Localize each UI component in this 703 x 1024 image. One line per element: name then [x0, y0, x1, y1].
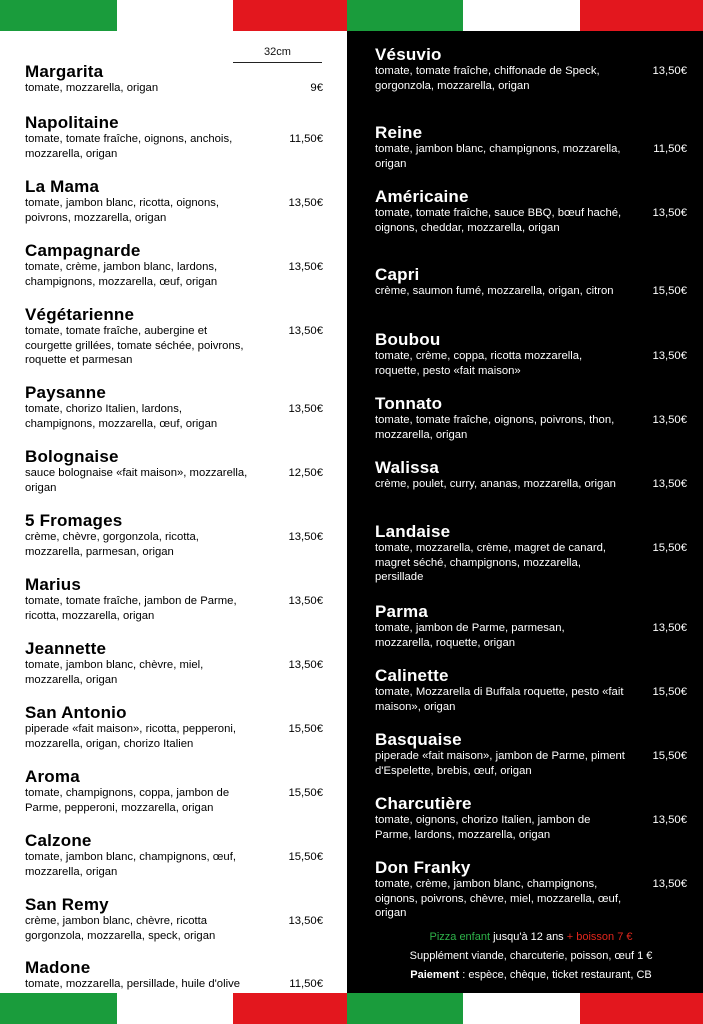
- pizza-ingredients: tomate, jambon blanc, ricotta, oignons, poivrons, mozzarella, origan: [25, 197, 220, 224]
- pizza-ingredients: piperade «fait maison», jambon de Parme, piment d'Espelette, brebis, œuf, origan: [375, 750, 625, 777]
- pizza-name: La Mama: [25, 177, 100, 196]
- pizza-ingredients: tomate, mozzarella, crème, magret de canard, magret séché, champignons, mozzarella, persillade: [375, 542, 607, 583]
- menu-item: [25, 383, 325, 431]
- pizza-ingredients: piperade «fait maison», ricotta, pepperoni, mozzarella, origan, chorizo Italien: [25, 723, 237, 750]
- italian-flag-bottom-banner: [0, 993, 703, 1024]
- pizza-ingredients: tomate, Mozzarella di Buffala roquette, pesto «fait maison», origan: [375, 686, 624, 713]
- pizza-ingredients: tomate, tomate fraîche, jambon de Parme, ricotta, mozzarella, origan: [25, 595, 237, 622]
- pizza-ingredients: tomate, tomate fraîche, aubergine et courgette grillées, tomate séchée, poivrons, roquette et parmesan: [25, 325, 244, 366]
- pizza-ingredients: tomate, tomate fraîche, oignons, poivrons, thon, mozzarella, origan: [375, 414, 615, 441]
- pizza-price: 15,50€: [652, 750, 687, 762]
- menu-item: [375, 666, 685, 714]
- menu-item: [25, 177, 325, 225]
- pizza-name: Calzone: [25, 831, 92, 850]
- menu-item: [25, 703, 325, 751]
- pizza-name: Vésuvio: [375, 45, 442, 64]
- menu-item: [25, 895, 325, 943]
- pizza-name: Capri: [375, 265, 420, 284]
- pizza-name: Calinette: [375, 666, 449, 685]
- flag-red-stripe: [580, 0, 703, 31]
- kids-age: jusqu'à 12 ans: [490, 931, 567, 943]
- pizza-ingredients: tomate, jambon blanc, champignons, œuf, mozzarella, origan: [25, 851, 236, 878]
- pizza-ingredients: tomate, oignons, chorizo Italien, jambon de Parme, lardons, mozzarella, origan: [375, 814, 591, 841]
- pizza-ingredients: sauce bolognaise «fait maison», mozzarella, origan: [25, 467, 248, 494]
- payment-note: [347, 969, 703, 981]
- menu-item: [375, 858, 685, 921]
- italian-flag-top-banner: [0, 0, 703, 31]
- menu-item: [25, 62, 325, 96]
- pizza-price: 13,50€: [652, 350, 687, 362]
- pizza-ingredients: tomate, chorizo Italien, lardons, champignons, mozzarella, œuf, origan: [25, 403, 218, 430]
- pizza-name: Margarita: [25, 62, 104, 81]
- flag-red-stripe: [233, 0, 347, 31]
- right-menu-column: [347, 31, 703, 993]
- pizza-name: Walissa: [375, 458, 440, 477]
- pizza-price: 13,50€: [652, 207, 687, 219]
- pizza-name: Paysanne: [25, 383, 106, 402]
- menu-item: [375, 265, 685, 299]
- pizza-name: Reine: [375, 123, 423, 142]
- pizza-ingredients: tomate, jambon blanc, chèvre, miel, mozzarella, origan: [25, 659, 204, 686]
- menu-item: [375, 394, 685, 442]
- menu-item: [25, 447, 325, 495]
- pizza-name: Tonnato: [375, 394, 443, 413]
- pizza-ingredients: tomate, mozzarella, origan: [25, 82, 159, 94]
- pizza-price: 13,50€: [288, 659, 323, 671]
- pizza-ingredients: tomate, tomate fraîche, chiffonade de Speck, gorgonzola, mozzarella, origan: [375, 65, 600, 92]
- menu-item: [25, 113, 325, 161]
- pizza-ingredients: tomate, jambon blanc, champignons, mozzarella, origan: [375, 143, 621, 170]
- menu-item: [25, 241, 325, 289]
- menu-item: [25, 767, 325, 815]
- kids-pizza-note: [347, 931, 703, 943]
- flag-red-stripe: [580, 993, 703, 1024]
- menu-item: [375, 730, 685, 778]
- flag-red-stripe: [233, 993, 347, 1024]
- pizza-ingredients: tomate, jambon de Parme, parmesan, mozzarella, roquette, origan: [375, 622, 565, 649]
- pizza-name: Landaise: [375, 522, 451, 541]
- pizza-price: 12,50€: [288, 467, 323, 479]
- menu-item: [375, 458, 685, 492]
- pizza-price: 13,50€: [288, 197, 323, 209]
- pizza-price: 11,50€: [289, 133, 323, 145]
- flag-green-stripe: [0, 993, 117, 1024]
- pizza-price: 13,50€: [652, 814, 687, 826]
- pizza-price: 15,50€: [652, 285, 687, 297]
- pizza-price: 13,50€: [652, 414, 687, 426]
- pizza-name: Don Franky: [375, 858, 471, 877]
- menu-item: [375, 522, 685, 585]
- pizza-price: 15,50€: [652, 542, 687, 554]
- pizza-name: Madone: [25, 958, 91, 977]
- pizza-ingredients: crème, saumon fumé, mozzarella, origan, citron: [375, 285, 614, 297]
- pizza-ingredients: tomate, tomate fraîche, sauce BBQ, bœuf haché, oignons, cheddar, mozzarella, origan: [375, 207, 622, 234]
- pizza-name: Végétarienne: [25, 305, 135, 324]
- kids-drink: + boisson 7 €: [566, 931, 633, 943]
- pizza-name: Marius: [25, 575, 81, 594]
- pizza-name: Parma: [375, 602, 428, 621]
- pizza-name: Jeannette: [25, 639, 107, 658]
- pizza-name: San Remy: [25, 895, 109, 914]
- menu-item: [375, 794, 685, 842]
- pizza-name: 5 Fromages: [25, 511, 123, 530]
- flag-white-stripe: [463, 0, 580, 31]
- pizza-price: 13,50€: [288, 915, 323, 927]
- supplement-note: Supplément viande, charcuterie, poisson, œuf 1 €: [409, 950, 653, 962]
- pizza-ingredients: tomate, tomate fraîche, oignons, anchois, mozzarella, origan: [25, 133, 233, 160]
- pizza-price: 15,50€: [652, 686, 687, 698]
- pizza-price: 13,50€: [652, 65, 687, 77]
- menu-item: [375, 330, 685, 378]
- pizza-price: 13,50€: [288, 325, 323, 337]
- pizza-price: 15,50€: [288, 723, 323, 735]
- flag-green-stripe: [347, 0, 463, 31]
- pizza-ingredients: crème, poulet, curry, ananas, mozzarella, origan: [375, 478, 616, 490]
- flag-green-stripe: [347, 993, 463, 1024]
- pizza-price: 15,50€: [288, 787, 323, 799]
- pizza-ingredients: tomate, crème, jambon blanc, champignons, oignons, poivrons, chèvre, miel, mozzarella, œuf, origan: [375, 878, 622, 919]
- payment-text: : espèce, chèque, ticket restaurant, CB: [459, 969, 652, 981]
- menu-item: [25, 831, 325, 879]
- menu-item: [25, 575, 325, 623]
- menu-item: [375, 187, 685, 235]
- menu-item: [25, 511, 325, 559]
- pizza-ingredients: tomate, champignons, coppa, jambon de Parme, pepperoni, mozzarella, origan: [25, 787, 230, 814]
- pizza-name: Campagnarde: [25, 241, 141, 260]
- pizza-ingredients: tomate, crème, jambon blanc, lardons, champignons, mozzarella, œuf, origan: [25, 261, 218, 288]
- menu-item: [375, 602, 685, 650]
- pizza-price: 11,50€: [289, 978, 323, 990]
- pizza-name: Napolitaine: [25, 113, 119, 132]
- pizza-price: 13,50€: [652, 878, 687, 890]
- menu-item: [375, 45, 685, 93]
- pizza-price: 15,50€: [288, 851, 323, 863]
- pizza-name: Américaine: [375, 187, 469, 206]
- left-menu-column: [0, 31, 347, 993]
- menu-item: [25, 639, 325, 687]
- flag-white-stripe: [117, 993, 233, 1024]
- pizza-ingredients: tomate, crème, coppa, ricotta mozzarella, roquette, pesto «fait maison»: [375, 350, 583, 377]
- pizza-name: Bolognaise: [25, 447, 119, 466]
- size-header-underline: [233, 62, 322, 63]
- pizza-name: Boubou: [375, 330, 441, 349]
- pizza-price: 9€: [310, 82, 323, 94]
- payment-label: Paiement: [410, 969, 460, 981]
- pizza-name: Basquaise: [375, 730, 462, 749]
- pizza-price: 13,50€: [288, 595, 323, 607]
- menu-item: [25, 305, 325, 368]
- pizza-name: Aroma: [25, 767, 80, 786]
- kids-label: Pizza enfant: [429, 931, 491, 943]
- pizza-price: 13,50€: [652, 622, 687, 634]
- flag-green-stripe: [0, 0, 117, 31]
- flag-white-stripe: [117, 0, 233, 31]
- flag-white-stripe: [463, 993, 580, 1024]
- pizza-price: 13,50€: [288, 403, 323, 415]
- menu-item: [25, 958, 325, 992]
- pizza-ingredients: crème, jambon blanc, chèvre, ricotta gorgonzola, mozzarella, speck, origan: [25, 915, 216, 942]
- pizza-price: 13,50€: [288, 261, 323, 273]
- pizza-ingredients: tomate, mozzarella, persillade, huile d'olive: [25, 978, 241, 990]
- pizza-price: 13,50€: [652, 478, 687, 490]
- pizza-price: 11,50€: [653, 143, 687, 155]
- size-header: 32cm: [264, 46, 291, 58]
- pizza-ingredients: crème, chèvre, gorgonzola, ricotta, mozzarella, parmesan, origan: [25, 531, 199, 558]
- pizza-name: San Antonio: [25, 703, 127, 722]
- pizza-price: 13,50€: [288, 531, 323, 543]
- pizza-name: Charcutière: [375, 794, 472, 813]
- menu-item: [375, 123, 685, 171]
